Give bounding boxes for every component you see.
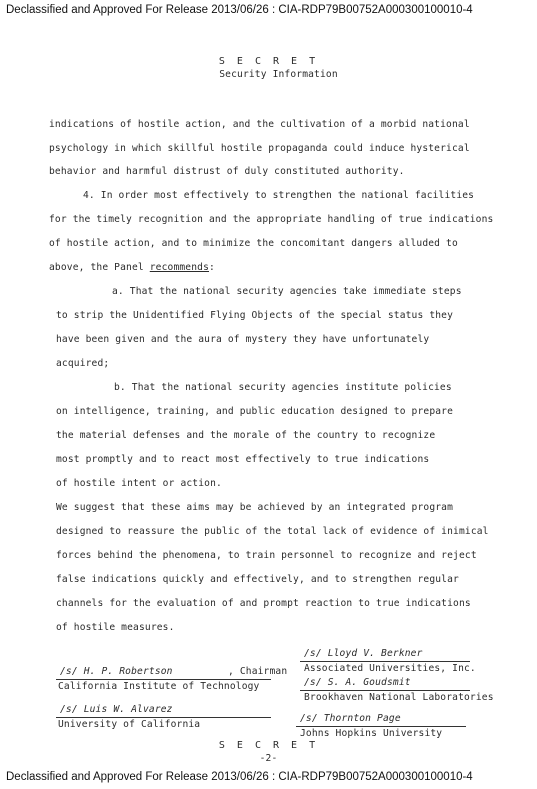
body-line: psychology in which skillful hostile propaganda could induce hysterical bbox=[49, 143, 470, 154]
declassification-banner-top: Declassified and Approved For Release 2013/06/26 : CIA-RDP79B00752A000300100010-4 bbox=[6, 4, 473, 16]
recommendation-b-line: b. That the national security agencies institute policies bbox=[114, 382, 452, 393]
classification-header: S E C R E T bbox=[218, 56, 319, 67]
body-line: 4. In order most effectively to strengthen the national facilities bbox=[83, 190, 475, 201]
recommendation-a-line: have been given and the aura of mystery they have unfortunately bbox=[56, 334, 430, 345]
affiliation-robertson: California Institute of Technology bbox=[58, 681, 260, 692]
body-line bbox=[49, 262, 215, 273]
page-number: -2- bbox=[259, 753, 278, 764]
signature-alvarez: /s/ Luis W. Alvarez bbox=[60, 704, 173, 715]
affiliation-page: Johns Hopkins University bbox=[300, 728, 443, 739]
recommendation-a-line: a. That the national security agencies take immediate steps bbox=[112, 286, 462, 297]
body-line: behavior and harmful distrust of duly constituted authority. bbox=[49, 166, 405, 177]
recommends-keyword: recommends bbox=[149, 262, 210, 273]
recommendation-b-line: the material defenses and the morale of the country to recognize bbox=[56, 430, 436, 441]
signature-page: /s/ Thornton Page bbox=[300, 713, 401, 724]
security-subtitle: Security Information bbox=[219, 69, 338, 80]
signature-robertson: /s/ H. P. Robertson bbox=[60, 666, 173, 677]
body-line: We suggest that these aims may be achieved by an integrated program bbox=[56, 502, 454, 513]
body-text: : bbox=[209, 262, 215, 273]
signature-rule bbox=[296, 726, 466, 727]
signature-rule bbox=[56, 717, 271, 718]
affiliation-berkner: Associated Universities, Inc. bbox=[304, 663, 476, 674]
classification-footer: S E C R E T bbox=[218, 740, 319, 751]
signature-rule bbox=[56, 679, 271, 680]
body-line: forces behind the phenomena, to train personnel to recognize and reject bbox=[56, 550, 477, 561]
signature-berkner: /s/ Lloyd V. Berkner bbox=[304, 648, 423, 659]
signature-rule bbox=[300, 661, 470, 662]
body-line: indications of hostile action, and the cultivation of a morbid national bbox=[49, 119, 470, 130]
body-line: false indications quickly and effectively, and to strengthen regular bbox=[56, 574, 459, 585]
declassification-banner-bottom: Declassified and Approved For Release 2013/06/26 : CIA-RDP79B00752A000300100010-4 bbox=[6, 771, 473, 783]
body-line: designed to reassure the public of the total lack of evidence of inimical bbox=[56, 526, 489, 537]
signature-goudsmit: /s/ S. A. Goudsmit bbox=[304, 677, 411, 688]
body-line: of hostile action, and to minimize the concomitant dangers alluded to bbox=[49, 238, 458, 249]
body-text: above, the Panel bbox=[49, 262, 150, 273]
affiliation-alvarez: University of California bbox=[58, 719, 201, 730]
affiliation-goudsmit: Brookhaven National Laboratories bbox=[304, 692, 494, 703]
body-line: channels for the evaluation of and prompt reaction to true indications bbox=[56, 598, 471, 609]
body-line: for the timely recognition and the appropriate handling of true indications bbox=[49, 214, 494, 225]
signature-rule bbox=[300, 690, 470, 691]
recommendation-b-line: on intelligence, training, and public education designed to prepare bbox=[56, 406, 454, 417]
recommendation-b-line: most promptly and to react most effectively to true indications bbox=[56, 454, 430, 465]
body-line: of hostile measures. bbox=[56, 622, 175, 633]
chairman-title: , Chairman bbox=[228, 666, 288, 677]
recommendation-a-line: acquired; bbox=[56, 358, 110, 369]
recommendation-a-line: to strip the Unidentified Flying Objects of the special status they bbox=[56, 310, 454, 321]
recommendation-b-line: of hostile intent or action. bbox=[56, 478, 222, 489]
